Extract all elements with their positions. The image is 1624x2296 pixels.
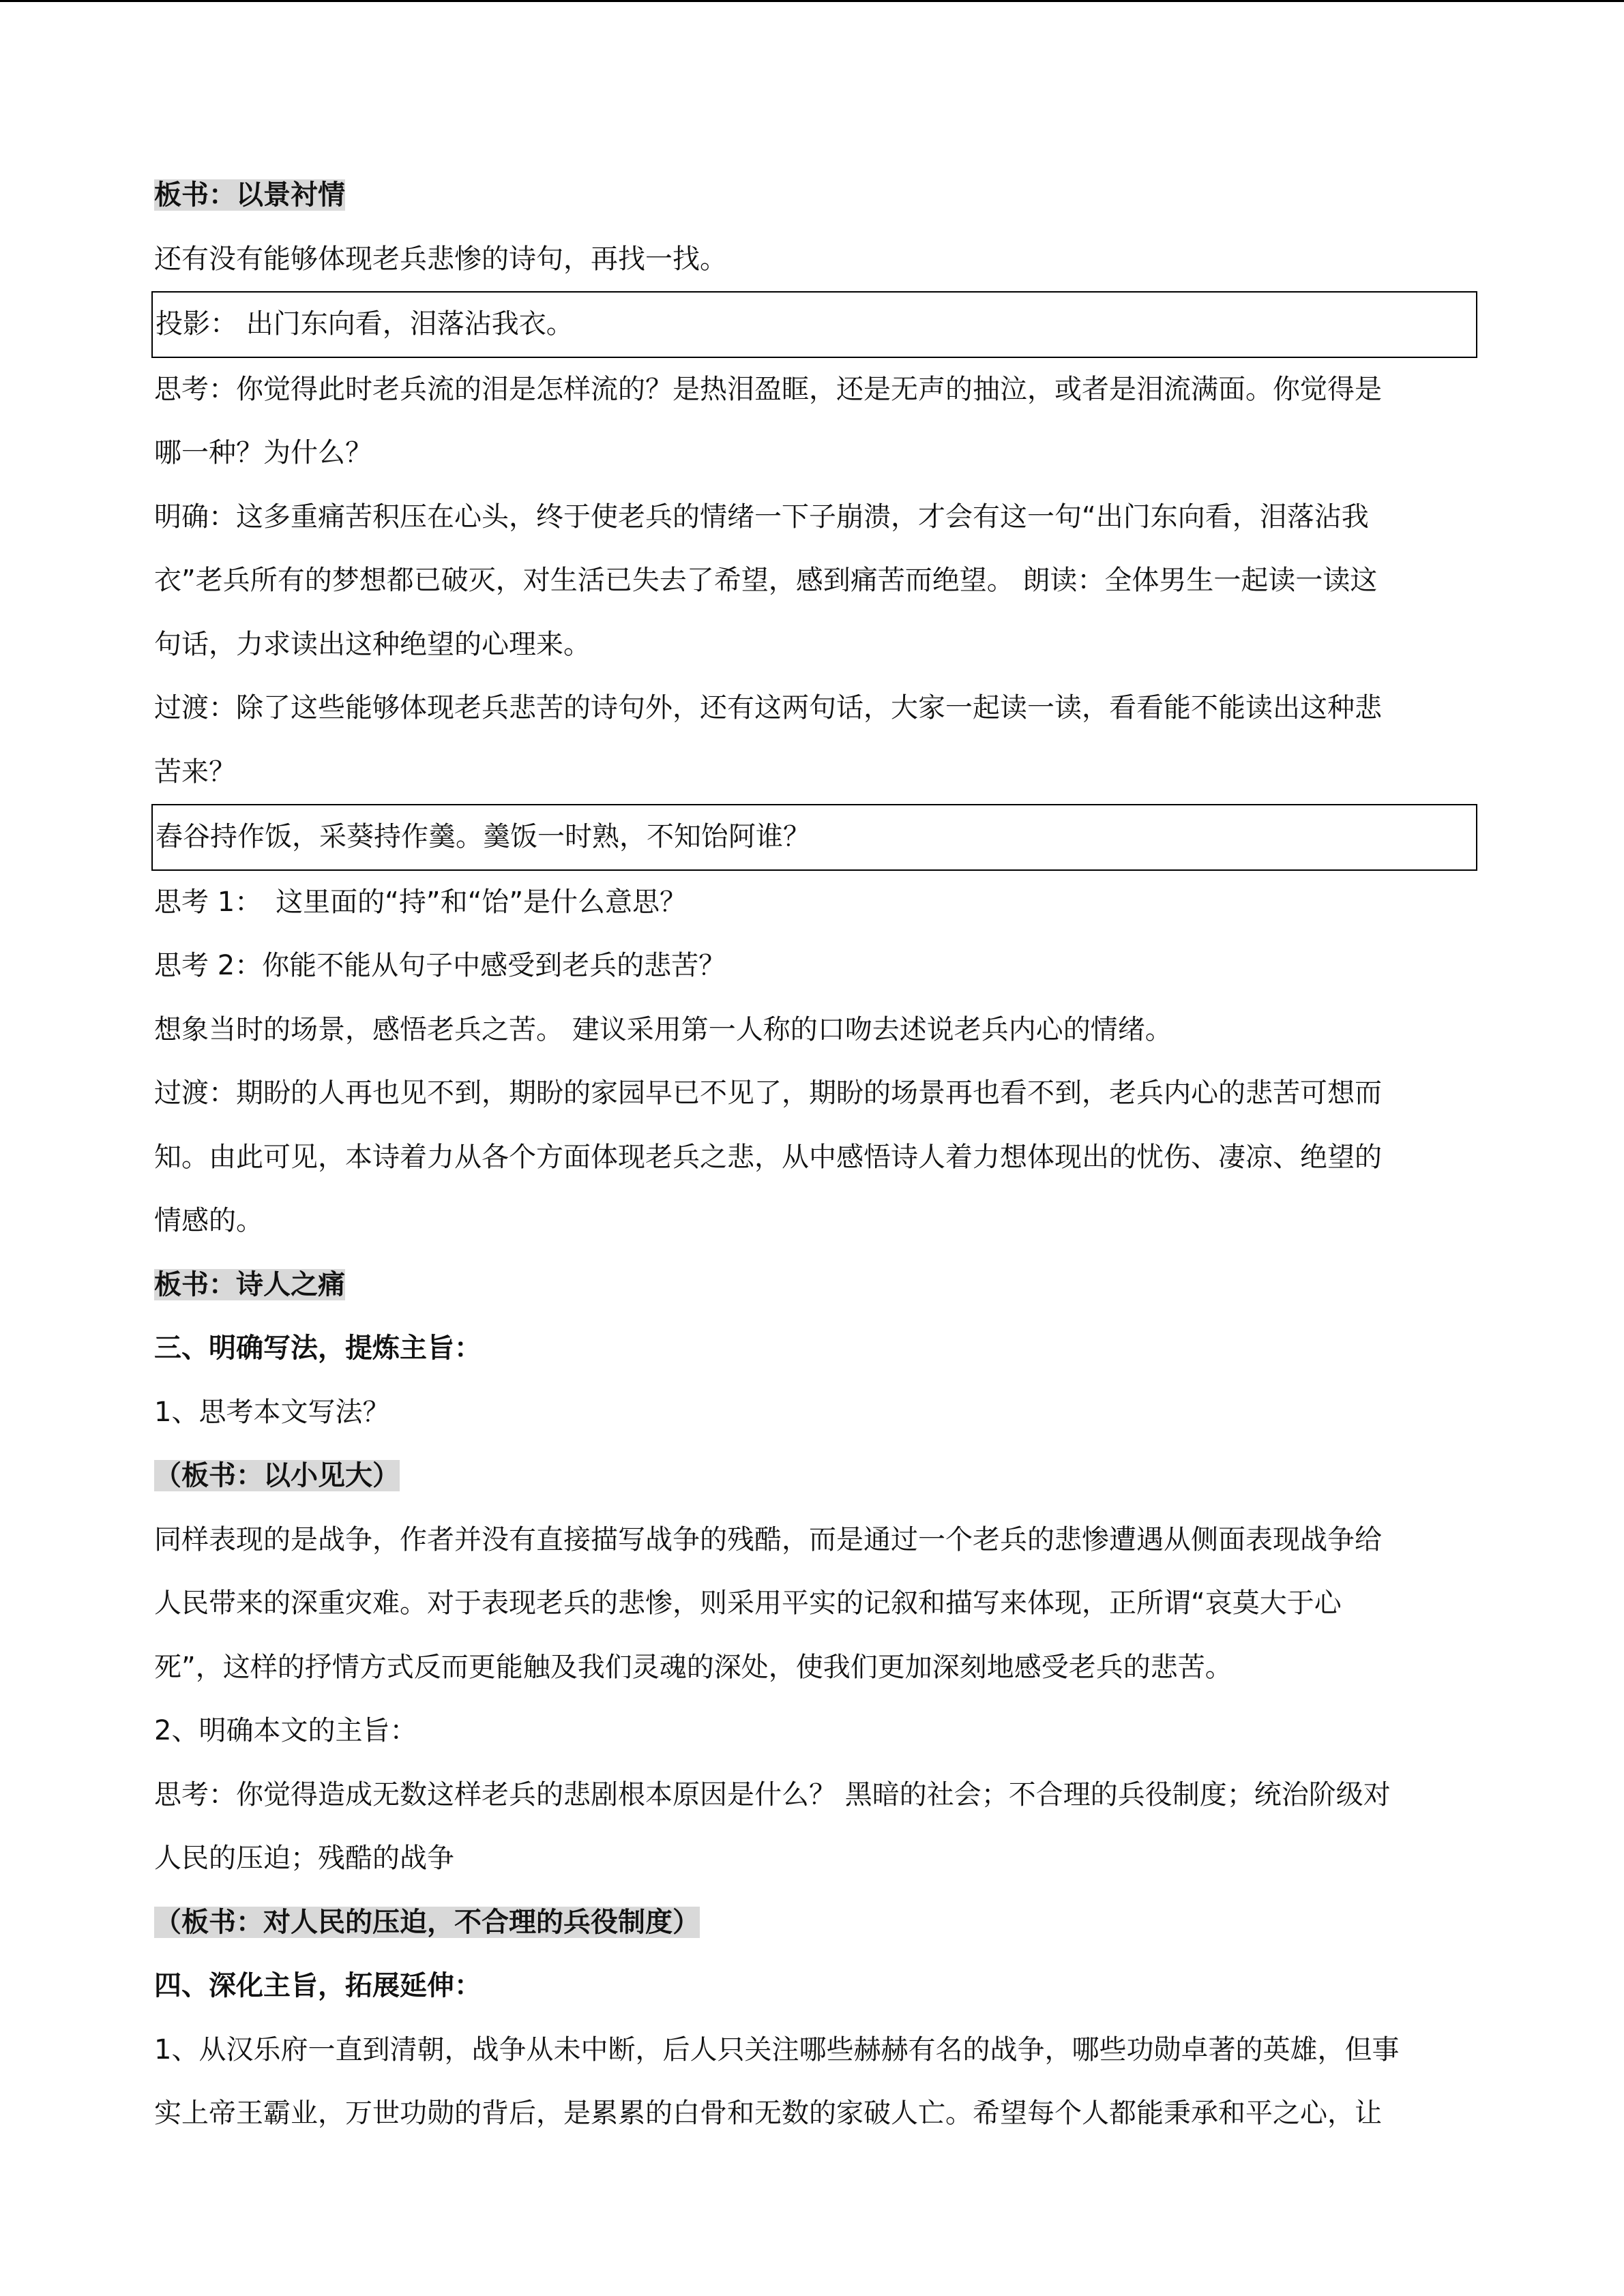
poem-quote-box: 舂谷持作饭，采葵持作羹。羹饭一时熟，不知饴阿谁？ xyxy=(151,804,1477,871)
document-body xyxy=(154,164,1477,2146)
text-line: 同样表现的是战争，作者并没有直接描写战争的残酷，而是通过一个老兵的悲惨遭遇从侧面表现战争给 xyxy=(154,1523,1382,1555)
text-line: 人民的压迫；残酷的战争 xyxy=(154,1843,454,1874)
text-line: 实上帝王霸业，万世功勋的背后，是累累的白骨和无数的家破人亡。希望每个人都能秉承和平之心，让 xyxy=(154,2098,1382,2129)
highlighted-heading: （板书：以小见大） xyxy=(154,1460,400,1491)
text-line: 思考 1： 这里面的“持”和“饴”是什么意思？ xyxy=(154,886,688,918)
projection-box-1: 投影： 出门东向看，泪落沾我衣。 xyxy=(151,291,1477,358)
text-line: 哪一种？为什么？ xyxy=(154,437,372,468)
heading-banshu-4 xyxy=(154,1891,1477,1955)
text-line: 衣”老兵所有的梦想都已破灭，对生活已失去了希望，感到痛苦而绝望。 朗读：全体男生一起读一读这 xyxy=(154,565,1378,596)
text-line: 过渡：期盼的人再也见不到，期盼的家园早已不见了，期盼的场景再也看不到，老兵内心的悲苦可想而 xyxy=(154,1077,1382,1109)
heading-banshu-1 xyxy=(154,164,1477,228)
text-line: 死”，这样的抒情方式反而更能触及我们灵魂的深处，使我们更加深刻地感受老兵的悲苦。 xyxy=(154,1651,1232,1683)
highlighted-heading: 板书：以景衬情 xyxy=(154,179,345,211)
text-line: 情感的。 xyxy=(154,1205,263,1236)
text-line: 过渡：除了这些能够体现老兵悲苦的诗句外，还有这两句话，大家一起读一读，看看能不能读出这种悲 xyxy=(154,692,1382,724)
text-line: 2、明确本文的主旨： xyxy=(154,1715,417,1746)
text-line: 1、从汉乐府一直到清朝，战争从未中断，后人只关注哪些赫赫有名的战争，哪些功勋卓著的英雄，但事 xyxy=(154,2033,1400,2066)
text-line: 想象当时的场景，感悟老兵之苦。 建议采用第一人称的口吻去述说老兵内心的情绪。 xyxy=(154,1013,1172,1045)
highlighted-heading: 板书：诗人之痛 xyxy=(154,1268,345,1300)
text-line: 思考 2：你能不能从句子中感受到老兵的悲苦？ xyxy=(154,950,726,981)
heading-banshu-2 xyxy=(154,1253,1477,1317)
text-line: 苦来？ xyxy=(154,756,236,788)
section-heading-3: 三、明确写法，提炼主旨： xyxy=(154,1332,482,1364)
text-line: 明确：这多重痛苦积压在心头，终于使老兵的情绪一下子崩溃，才会有这一句“出门东向看，泪落沾我 xyxy=(154,501,1369,533)
text-line: 思考：你觉得造成无数这样老兵的悲剧根本原因是什么？ 黑暗的社会；不合理的兵役制度；统治阶级对 xyxy=(154,1778,1391,1810)
text-line: 知。由此可见，本诗着力从各个方面体现老兵之悲，从中感悟诗人着力想体现出的忧伤、凄凉、绝望的 xyxy=(154,1141,1382,1173)
text-line: 句话，力求读出这种绝望的心理来。 xyxy=(154,628,591,660)
page-top-border xyxy=(0,0,1624,2)
section-heading-4: 四、深化主旨，拓展延伸： xyxy=(154,1970,482,2001)
text-line: 1、思考本文写法？ xyxy=(154,1396,390,1428)
text-line: 思考：你觉得此时老兵流的泪是怎样流的？是热泪盈眶，还是无声的抽泣，或者是泪流满面。你觉得是 xyxy=(154,373,1382,405)
heading-banshu-3 xyxy=(154,1444,1477,1508)
text-line: 人民带来的深重灾难。对于表现老兵的悲惨，则采用平实的记叙和描写来体现，正所谓“哀莫大于心 xyxy=(154,1587,1342,1619)
highlighted-heading: （板书：对人民的压迫，不合理的兵役制度） xyxy=(154,1906,700,1938)
text-line: 还有没有能够体现老兵悲惨的诗句，再找一找。 xyxy=(154,243,727,275)
